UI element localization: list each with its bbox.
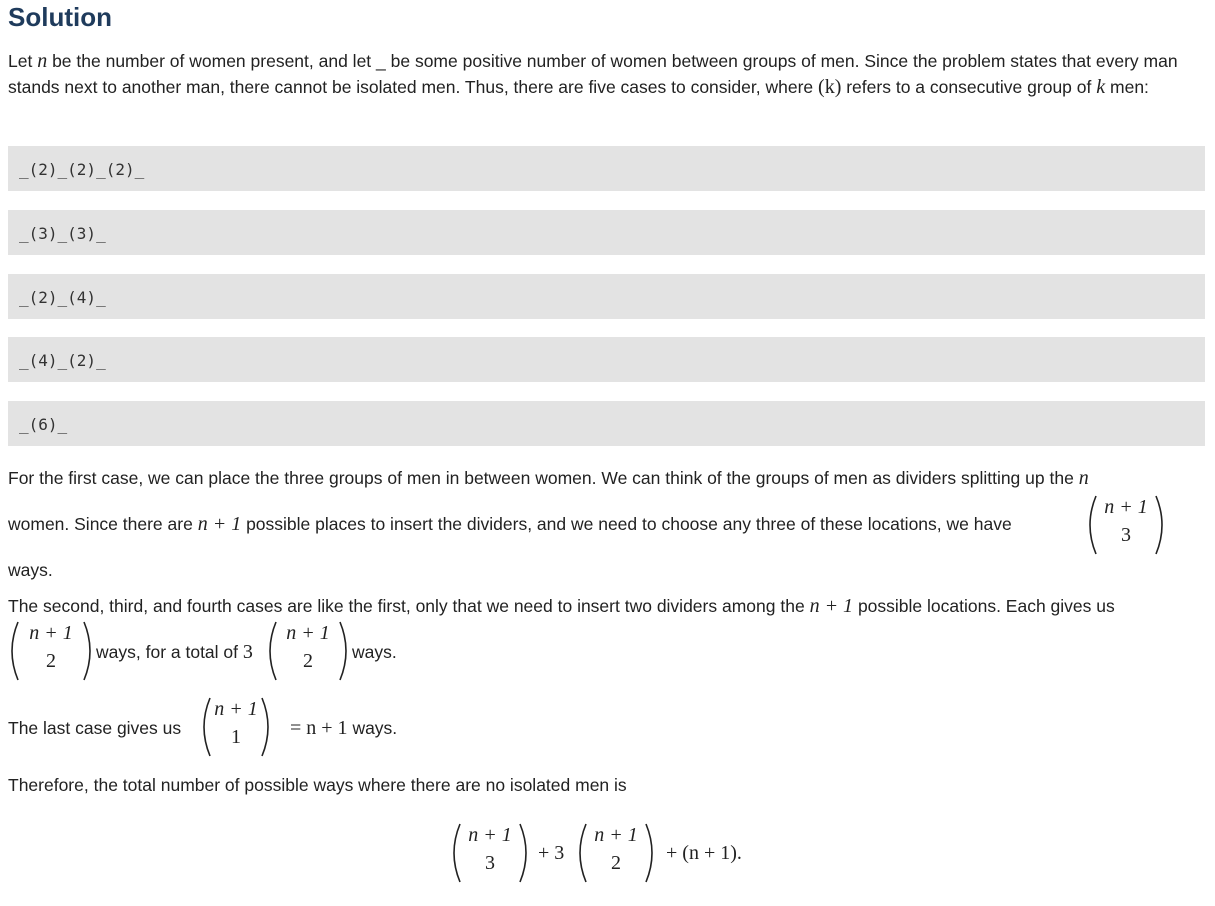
math-n-plus-1: n + 1 <box>809 595 854 617</box>
binom-n-plus-1-choose-3 <box>1086 494 1166 556</box>
intro-text-1: Let <box>8 51 33 71</box>
math-k-paren: (k) <box>818 76 842 98</box>
binom-top: n + 1 <box>286 622 330 644</box>
case-code: _(2)_(4)_ <box>19 288 106 307</box>
solution-heading: Solution <box>8 2 112 32</box>
math-n: n <box>1078 467 1089 489</box>
binom-n-plus-1-choose-2 <box>8 620 94 682</box>
intro-paragraph <box>8 48 1207 100</box>
math-coefficient: 3 <box>242 641 253 663</box>
second-case-text: The second, third, and fourth cases are like the first, only that we need to insert two dividers among the <box>8 596 805 616</box>
case-code: _(6)_ <box>19 415 68 434</box>
first-case-line-2 <box>8 512 1012 536</box>
binom-n-plus-1-choose-1 <box>200 696 272 758</box>
second-case-line-2 <box>96 640 253 664</box>
math-n: n <box>37 50 48 72</box>
case-code: _(3)_(3)_ <box>19 224 106 243</box>
final-plus-3: + 3 <box>538 842 565 864</box>
math-k: k <box>1096 76 1106 98</box>
first-case-text: For the first case, we can place the three groups of men in between women. We can think of the groups of men as dividers splitting up the <box>8 468 1074 488</box>
case-code-block-2 <box>8 210 1205 255</box>
binom-bottom: 2 <box>611 852 621 874</box>
last-case-text: The last case gives us <box>8 718 182 738</box>
binom-bottom: 3 <box>485 852 495 874</box>
last-case-result <box>290 716 397 740</box>
binom-bottom: 1 <box>231 726 241 748</box>
case-code-block-4 <box>8 337 1205 382</box>
first-case-line-3: ways. <box>8 560 53 580</box>
first-case-text: women. Since there are <box>8 514 193 534</box>
final-binom-choose-2 <box>576 822 656 884</box>
binom-bottom: 2 <box>303 650 313 672</box>
intro-text-4: men: <box>1110 77 1149 97</box>
case-code: _(4)_(2)_ <box>19 351 106 370</box>
first-case-text: possible places to insert the dividers, and we need to choose any three of these locations, we have <box>246 514 1012 534</box>
case-code-block-5 <box>8 401 1205 446</box>
case-code-block-3 <box>8 274 1205 319</box>
binom-top: n + 1 <box>29 622 73 644</box>
second-case-text: possible locations. Each gives us <box>857 596 1115 616</box>
second-case-ways: ways. <box>352 642 397 662</box>
binom-bottom: 2 <box>46 650 56 672</box>
case-code-block-1 <box>8 146 1205 191</box>
binom-bottom: 3 <box>1121 524 1131 546</box>
final-binom-choose-3 <box>450 822 530 884</box>
final-tail: + (n + 1). <box>666 842 742 864</box>
math-equals-n-plus-1: = n + 1 <box>290 717 348 739</box>
binom-top: n + 1 <box>468 824 512 846</box>
binom-top: n + 1 <box>594 824 638 846</box>
math-n-plus-1: n + 1 <box>197 513 242 535</box>
second-case-line-1 <box>8 594 1115 618</box>
conclusion-text: Therefore, the total number of possible ways where there are no isolated men is <box>8 775 627 795</box>
first-case-line-1 <box>8 466 1089 490</box>
intro-text-3: refers to a consecutive group of <box>846 77 1092 97</box>
second-case-text: ways, for a total of <box>96 642 239 662</box>
last-case-ways: ways. <box>352 718 398 738</box>
binom-n-plus-1-choose-2-total <box>266 620 350 682</box>
binom-top: n + 1 <box>214 698 258 720</box>
intro-text-2: be the number of women present, and let _ be some positive number of women between groups of men. Since the problem states that every man stands next to another man, there cannot be isolated men. Thus, there are five cases to consider, where <box>8 51 1178 97</box>
case-code: _(2)_(2)_(2)_ <box>19 160 145 179</box>
binom-top: n + 1 <box>1104 496 1148 518</box>
